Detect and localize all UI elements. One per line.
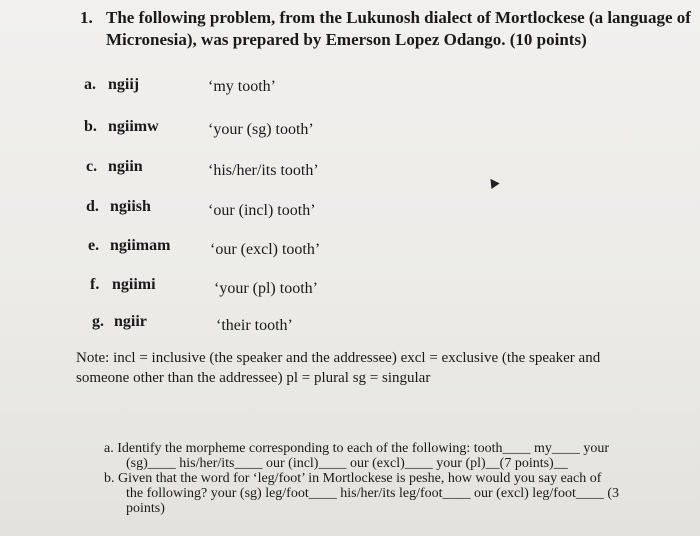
mouse-pointer-icon [486, 176, 499, 189]
item-c-gloss: ‘his/her/its tooth’ [208, 162, 319, 179]
item-a-word: ngiij [108, 76, 140, 93]
item-c-letter: c. [86, 158, 98, 175]
item-f-gloss: ‘your (pl) tooth’ [214, 280, 318, 297]
question-text-line1: The following problem, from the Lukunosh dialect of Mortlockese (a language of [106, 8, 691, 27]
item-f-letter: f. [90, 276, 100, 293]
note-line1: Note: incl = inclusive (the speaker and the addressee) excl = exclusive (the speaker and [76, 350, 601, 366]
question-number: 1. [80, 8, 93, 27]
subquestion-b-line2: the following? your (sg) leg/foot____ his/her/its leg/foot____ our (excl) leg/foot____ (3 [126, 486, 620, 501]
subquestion-b-line1: b. Given that the word for ‘leg/foot’ in Mortlockese is peshe, how would you say each of [104, 471, 602, 486]
item-d-gloss: ‘our (incl) tooth’ [208, 202, 316, 219]
item-d-letter: d. [86, 198, 99, 215]
item-b-letter: b. [84, 118, 97, 135]
item-a-letter: a. [84, 76, 96, 93]
item-d-word: ngiish [110, 198, 151, 215]
item-e-gloss: ‘our (excl) tooth’ [210, 241, 321, 258]
item-f-word: ngiimi [112, 276, 156, 293]
item-e-word: ngiimam [110, 237, 171, 254]
item-g-word: ngiir [114, 313, 147, 330]
item-g-gloss: ‘their tooth’ [216, 317, 293, 334]
subquestion-a-line1: a. Identify the morpheme corresponding to each of the following: tooth____ my____ your [104, 441, 610, 456]
item-b-gloss: ‘your (sg) tooth’ [208, 121, 314, 138]
subquestion-b-line3: points) [126, 501, 165, 516]
item-b-word: ngiimw [108, 118, 159, 135]
subquestion-a-line2: (sg)____ his/her/its____ our (incl)____ our (excl)____ your (pl)__(7 points)__ [126, 456, 568, 471]
note-line2: someone other than the addressee) pl = plural sg = singular [76, 370, 431, 386]
item-g-letter: g. [92, 313, 104, 330]
question-text-line2: Micronesia), was prepared by Emerson Lopez Odango. (10 points) [106, 30, 587, 49]
item-e-letter: e. [88, 237, 100, 254]
item-c-word: ngiin [108, 158, 143, 175]
item-a-gloss: ‘my tooth’ [208, 78, 276, 95]
